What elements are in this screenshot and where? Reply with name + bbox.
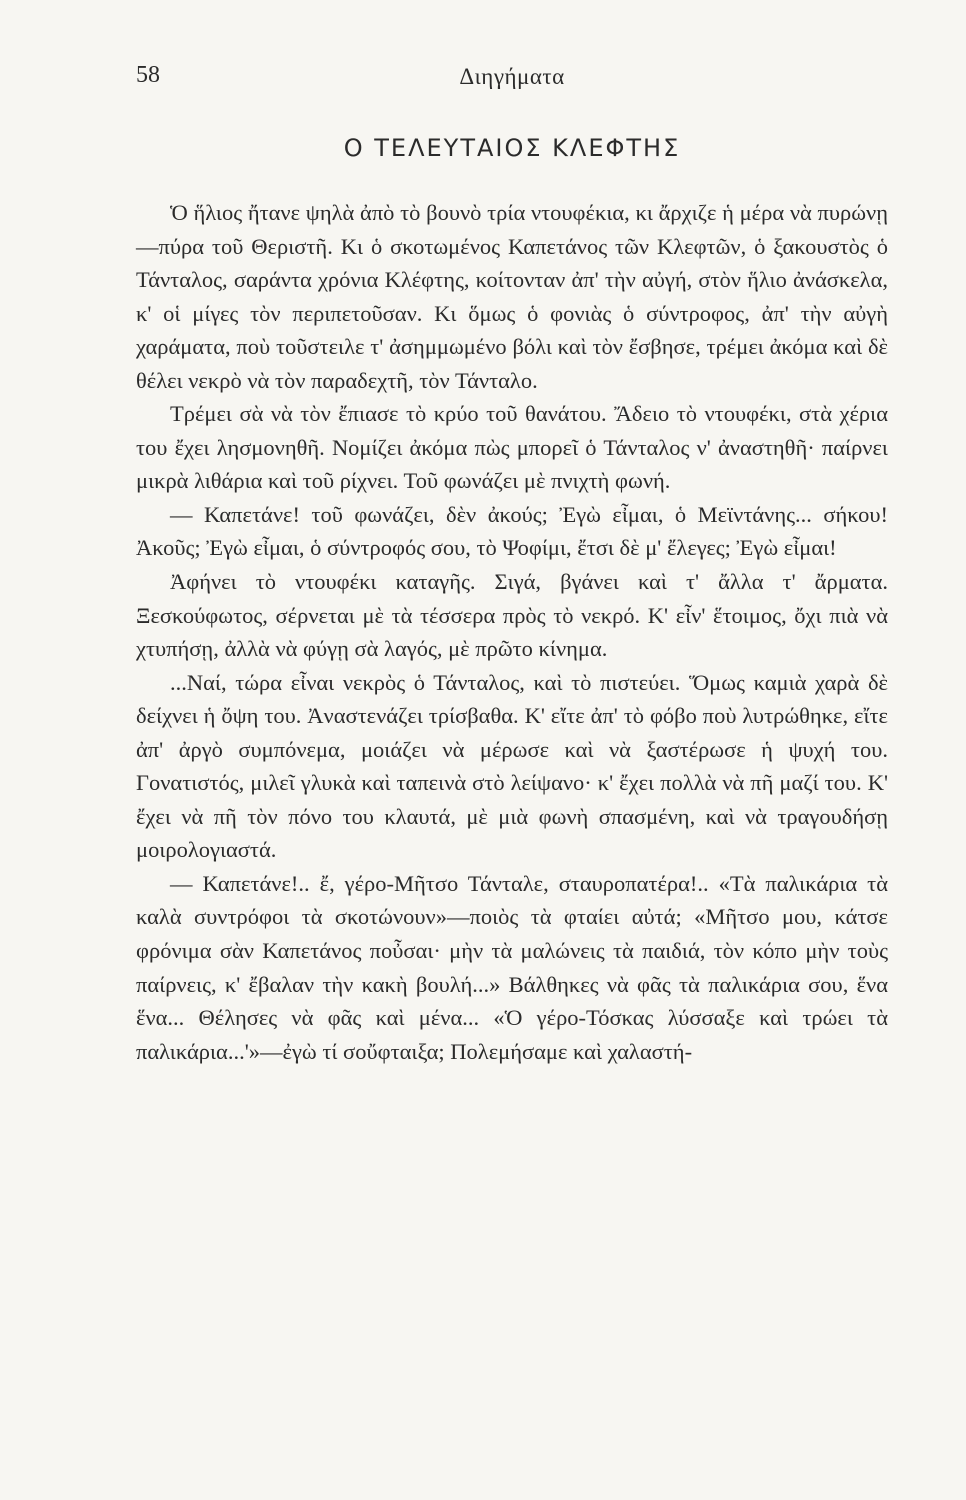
paragraph: ...Ναί, τώρα εἶναι νεκρὸς ὁ Τάνταλος, καὶ τὸ πιστεύει. Ὅμως καμιὰ χαρὰ δὲ δείχνει ἡ ὄψη του. Ἀναστενάζει τρίσβαθα. Κ' εἴτε ἀπ' τὸ φόβο ποὺ λυτρώθηκε, εἴτε ἀπ' ἀργὸ συμπόνεμα, μοιάζει νὰ μέρωσε καὶ νὰ ξαστέρωσε ἡ ψυχή του. Γονατιστός, μιλεῖ γλυκὰ καὶ ταπεινὰ στὸ λείψανο· κ' ἔχει πολλὰ νὰ πῆ μαζί του. Κ' ἔχει νὰ πῆ τὸν πόνο του κλαυτά, μὲ μιὰ φωνὴ σπασμένη, καὶ νὰ τραγουδήσῃ μοιρολογιαστά. (136, 669, 888, 863)
paragraph: Ὁ ἥλιος ἤτανε ψηλὰ ἀπὸ τὸ βουνὸ τρία ντουφέκια, κι ἄρχιζε ἡ μέρα νὰ πυρώνῃ—πύρα τοῦ Θεριστῆ. Κι ὁ σκοτωμένος Καπετάνος τῶν Κλεφτῶν, ὁ ξακουστὸς ὁ Τάνταλος, σαράντα χρόνια Κλέφτης, κοίτονταν ἀπ' τὴν αὐγή, στὸν ἥλιο ἀνάσκελα, κ' οἱ μίγες τὸν περιπετοῦσαν. Κι ὅμως ὁ φονιὰς ὁ σύντροφος, ἀπ' τὴν αὐγὴ χαράματα, ποὺ τοῦστειλε τ' ἀσημμωμένο βόλι καὶ τὸν ἔσβησε, τρέμει ἀκόμα καὶ δὲ θέλει νεκρὸ νὰ τὸν παραδεχτῆ, τὸν Τάνταλο. (136, 200, 888, 393)
story-text (136, 196, 888, 1068)
paragraph: Τρέμει σὰ νὰ τὸν ἔπιασε τὸ κρύο τοῦ θανάτου. Ἄδειο τὸ ντουφέκι, στὰ χέρια του ἔχει λησμονηθῆ. Νομίζει ἀκόμα πὼς μπορεῖ ὁ Τάνταλος ν' ἀναστηθῆ· παίρνει μικρὰ λιθάρια καὶ τοῦ ρίχνει. Τοῦ φωνάζει μὲ πνιχτὴ φωνή. (136, 401, 888, 494)
page-number: 58 (136, 62, 160, 88)
paragraph: — Καπετάνε!.. ἔ, γέρο-Μῆτσο Τάνταλε, σταυροπατέρα!.. «Τὰ παλικάρια τὰ καλὰ συντρόφοι τὰ σκοτώνουν»—ποιὸς τὰ φταίει αὐτά; «Μῆτσο μου, κάτσε φρόνιμα σὰν Καπετάνος ποὖσαι· μὴν τὰ μαλώνεις τὰ παιδιά, τὸν κόπο μὴν τοὺς παίρνεις, κ' ἔβαλαν τὴν κακὴ βουλή...» Βάλθηκες νὰ φᾶς τὰ παλικάρια σου, ἕνα ἕνα... Θέλησες νὰ φᾶς καὶ μένα... «Ὁ γέρο-Τόσκας λύσσαξε καὶ τρώει τὰ παλικάρια...'»—ἐγὼ τί σοὔφταιξα; Πολεμήσαμε καὶ χαλαστή- (136, 870, 888, 1064)
running-title: Διηγήματα (459, 64, 565, 89)
paragraph: Ἀφήνει τὸ ντουφέκι καταγῆς. Σιγά, βγάνει καὶ τ' ἄλλα τ' ἄρματα. Ξεσκούφωτος, σέρνεται μὲ τὰ τέσσερα πρὸς τὸ νεκρό. Κ' εἶν' ἕτοιμος, ὄχι πιὰ νὰ χτυπήσῃ, ἀλλὰ νὰ φύγῃ σὰ λαγός, μὲ πρῶτο κίνημα. (136, 569, 888, 662)
story-title: Ο ΤΕΛΕΥΤΑΙΟΣ ΚΛΕΦΤΗΣ (343, 134, 681, 162)
running-head (136, 62, 888, 102)
paragraph: — Καπετάνε! τοῦ φωνάζει, δὲν ἀκούς; Ἐγὼ εἶμαι, ὁ Μεϊντάνης... σήκου! Ἀκοῦς; Ἐγὼ εἶμαι, ὁ σύντροφός σου, τὸ Ψοφίμι, ἔτσι δὲ μ' ἔλεγες; Ἐγὼ εἶμαι! (136, 501, 888, 561)
